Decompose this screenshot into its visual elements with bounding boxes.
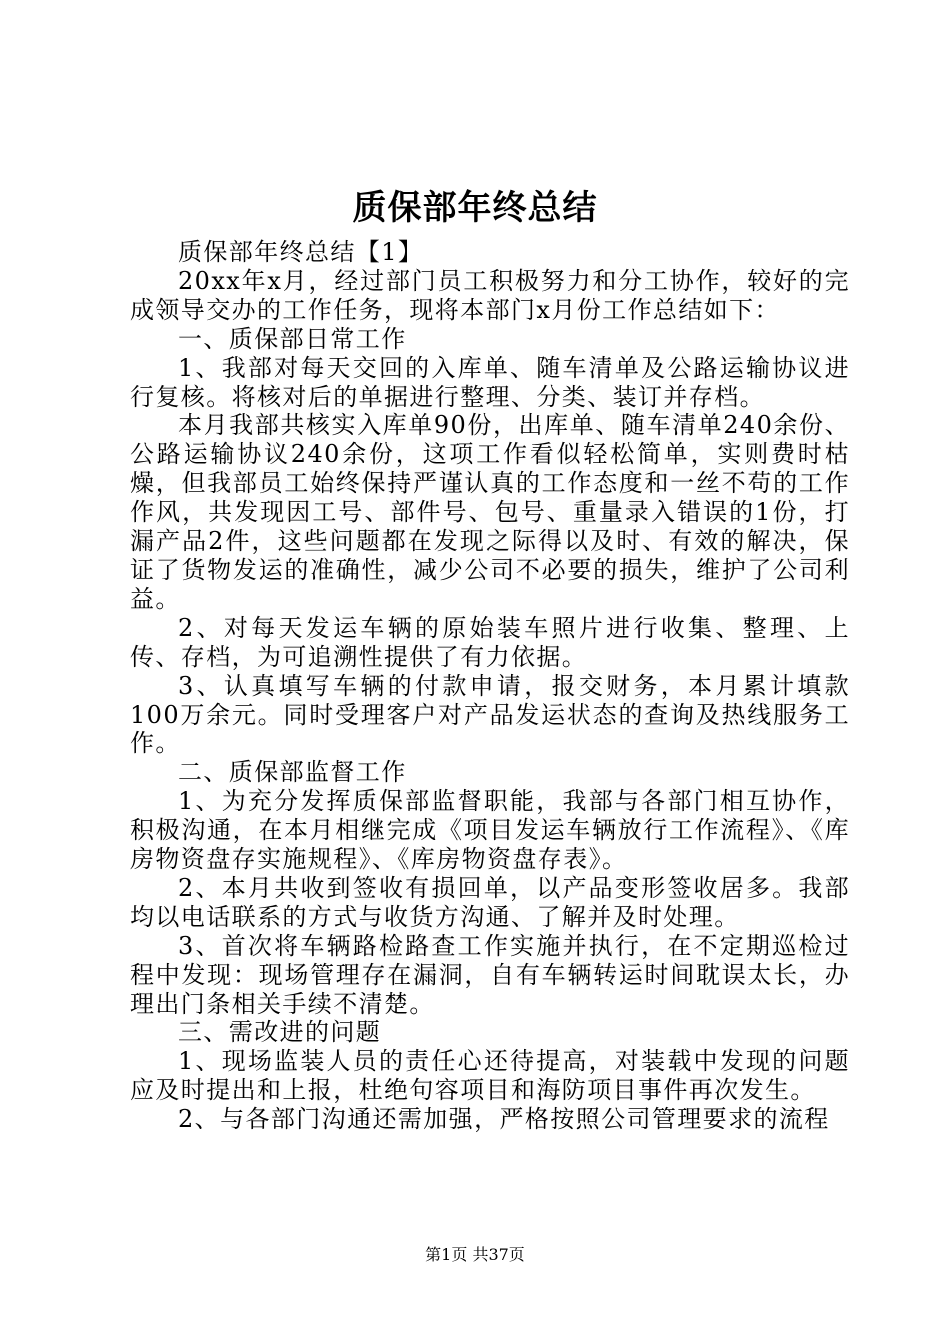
paragraph: 2、与各部门沟通还需加强，严格按照公司管理要求的流程 [178, 1105, 830, 1134]
document-title: 质保部年终总结 [352, 188, 598, 228]
paragraph: 1、现场监装人员的责任心还待提高，对装载中发现的问题应及时提出和上报，杜绝句容项目和海防项目事件再次发生。 [130, 1047, 850, 1105]
page-number-footer: 第1页 共37页 [425, 1245, 525, 1264]
paragraph: 3、认真填写车辆的付款申请，报交财务，本月累计填款100万余元。同时受理客户对产品发运状态的查询及热线服务工作。 [130, 671, 850, 758]
paragraph-section-heading: 质保部年终总结【1】 [178, 238, 424, 266]
paragraph: 20xx年x月，经过部门员工积极努力和分工协作，较好的完成领导交办的工作任务，现将本部门x月份工作总结如下： [130, 266, 850, 324]
paragraph: 1、我部对每天交回的入库单、随车清单及公路运输协议进行复核。将核对后的单据进行整理、分类、装订并存档。 [130, 353, 850, 411]
paragraph: 3、首次将车辆路检路查工作实施并执行，在不定期巡检过程中发现：现场管理存在漏洞，自有车辆转运时间耽误太长，办理出门条相关手续不清楚。 [130, 931, 850, 1018]
paragraph-heading: 二、质保部监督工作 [178, 758, 407, 787]
paragraph: 2、对每天发运车辆的原始装车照片进行收集、整理、上传、存档，为可追溯性提供了有力依据。 [130, 613, 850, 671]
paragraph-heading: 一、质保部日常工作 [178, 324, 407, 353]
paragraph: 2、本月共收到签收有损回单，以产品变形签收居多。我部均以电话联系的方式与收货方沟通、了解并及时处理。 [130, 873, 850, 931]
paragraph-heading: 三、需改进的问题 [178, 1018, 382, 1047]
paragraph: 1、为充分发挥质保部监督职能，我部与各部门相互协作，积极沟通，在本月相继完成《项目发运车辆放行工作流程》、《库房物资盘存实施规程》、《库房物资盘存表》。 [130, 787, 850, 874]
paragraph: 本月我部共核实入库单90份，出库单、随车清单240余份、公路运输协议240余份，这项工作看似轻松简单，实则费时枯燥，但我部员工始终保持严谨认真的工作态度和一丝不苟的工作作风，共发现因工号、部件号、包号、重量录入错误的1份，打漏产品2件，这些问题都在发现之际得以及时、有效的解决，保证了货物发运的准确性，减少公司不必要的损失，维护了公司利益。 [130, 411, 850, 613]
document-body [130, 238, 850, 1134]
